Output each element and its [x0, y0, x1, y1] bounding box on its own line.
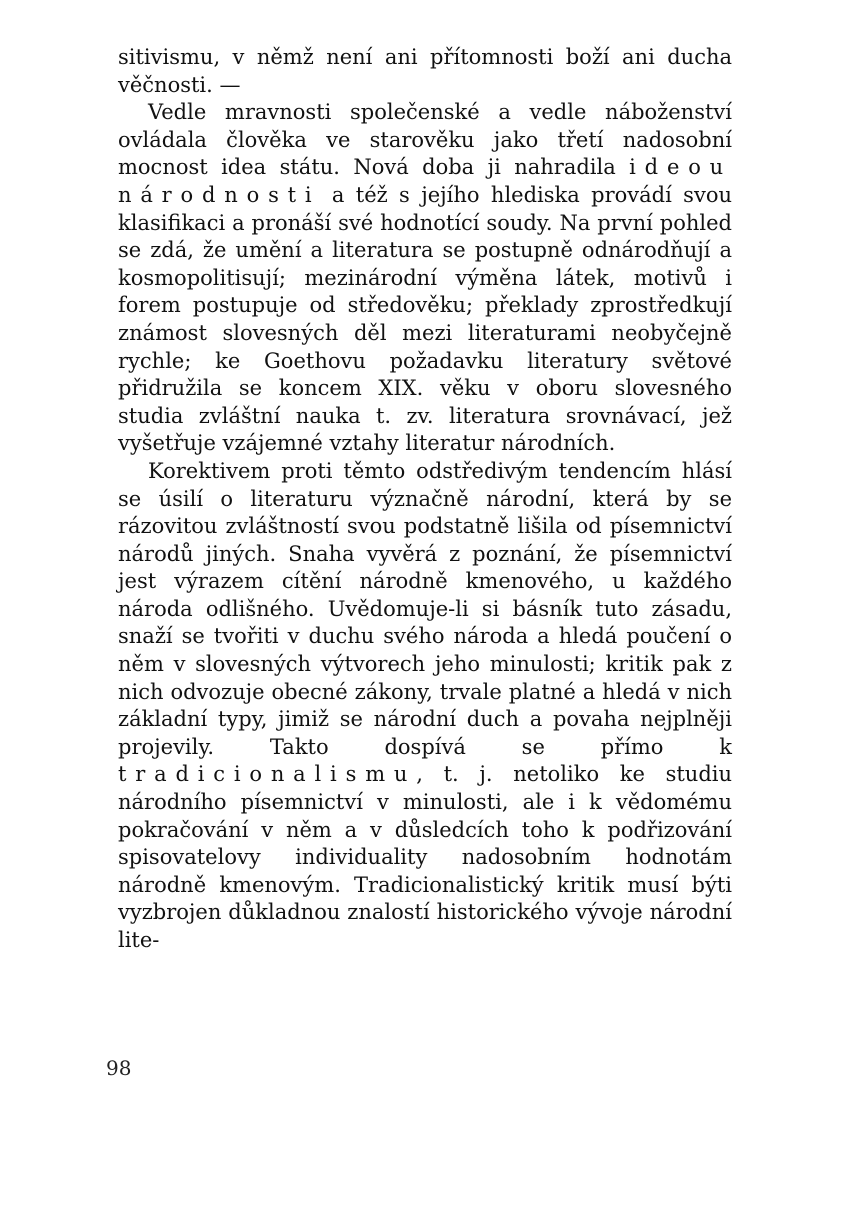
- paragraph-3-text-end: , t. j. netoliko ke studiu národního písemnictví v minulosti, ale i k vědomému pokračování v něm a v důsledcích toho k podřizování spisovatelovy individuality nadosobním hodnotám národně kmenovým. Tradicionalistický kritik musí býti vyzbrojen důkladnou znalostí historického vývoje národní lite-: [118, 762, 732, 952]
- emphasis-ideou-narodnosti: ideou národnosti: [118, 155, 732, 207]
- page-number: 98: [106, 1056, 132, 1080]
- paragraph-2-text-end: a též s jejího hlediska provádí svou klasifikaci a pronáší své hodnotící soudy. Na první pohled se zdá, že umění a literatura se postupně odnárodňují a kosmopolitisují; mezinárodní výměna látek, motivů i forem postupuje od středověku; překlady zprostředkují známost slovesných děl mezi literaturami neobyčejně rychle; ke Goethovu požadavku literatury světové přidružila se koncem XIX. věku v oboru slovesného studia zvláštní nauka t. zv. literatura srovnávací, jež vyšetřuje vzájemné vztahy literatur národních.: [118, 182, 732, 456]
- paragraph-3: [118, 458, 732, 955]
- paragraph-2: [118, 99, 732, 458]
- paragraph-1: sitivismu, v němž není ani přítomnosti boží ani ducha věčnosti. —: [118, 45, 732, 97]
- paragraph-2-text-start: Vedle mravnosti společenské a vedle náboženství ovládala člověka ve starověku jako třetí nadosobní mocnost idea státu. Nová doba ji nahradila: [118, 100, 732, 180]
- paragraph-3-text-start: Korektivem proti těmto odstředivým tendencím hlásí se úsilí o literaturu význačně národní, která by se rázovitou zvláštností svou podstatně lišila od písemnictví národů jiných. Snaha vyvěrá z poznání, že písemnictví jest výrazem cítění národně kmenového, u každého národa odlišného. Uvědomuje-li si básník tuto zásadu, snaží se tvořiti v duchu svého národa a hledá poučení o něm v slovesných výtvorech jeho minulosti; kritik pak z nich odvozuje obecné zákony, trvale platné a hledá v nich základní typy, jimiž se národní duch a povaha nejplněji projevily. Takto dospívá se přímo k: [118, 458, 732, 759]
- body-text: [118, 44, 732, 955]
- emphasis-tradicionalismu: tradicionalismu: [118, 762, 417, 787]
